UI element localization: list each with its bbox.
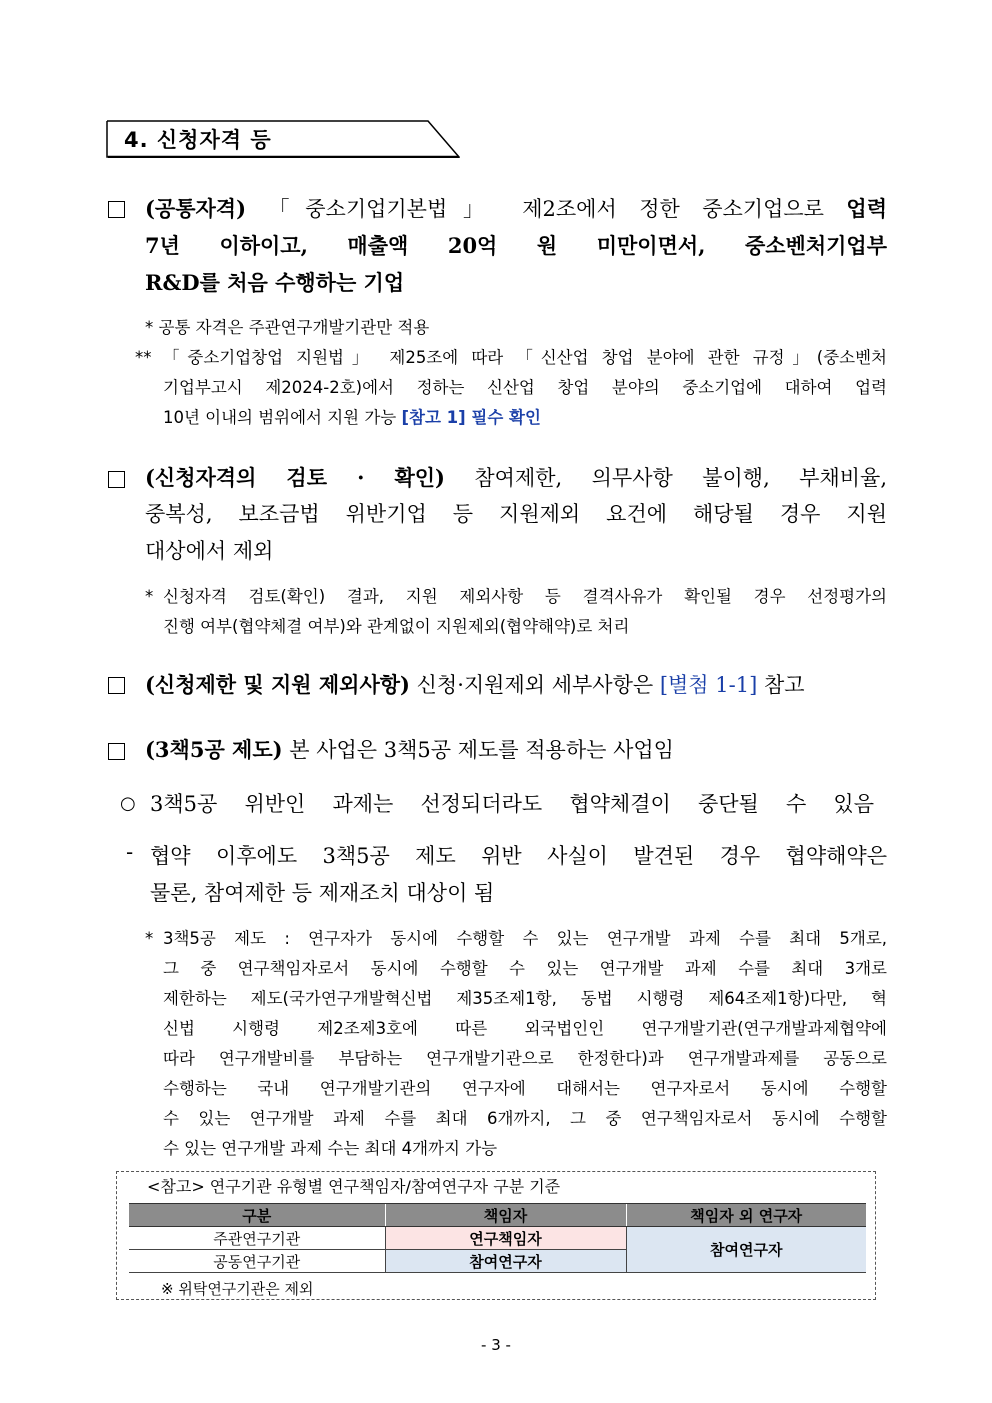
sec3-text: 신청·지원제외 세부사항은	[416, 673, 654, 697]
page-number: - 3 -	[481, 1336, 511, 1354]
sec3-line	[145, 666, 887, 704]
sec1-note2-l3-text: 10년 이내의 범위에서 지원 가능	[163, 408, 397, 427]
checkbox-square-4	[108, 743, 125, 760]
table-header-cell: 구분	[129, 1204, 385, 1227]
sec4-label: (3책5공 제도)	[145, 737, 283, 762]
sec4-note	[163, 924, 887, 1164]
sec2-line1	[145, 459, 887, 497]
section-heading	[106, 120, 460, 158]
sec4-note-line: 신법 시행령 제2조제3호에 따른 외국법인인 연구개발기관(연구개발과제협약에	[163, 1019, 887, 1038]
section-title: 4. 신청자격 등	[124, 128, 272, 152]
sec4-text: 본 사업은 3책5공 제도를 적용하는 사업임	[289, 738, 674, 762]
table-row	[129, 1227, 866, 1250]
table-header-row	[129, 1204, 866, 1227]
sec4-dash-l1: 협약 이후에도 3책5공 제도 위반 사실이 발견된 경우 협약해약은	[150, 844, 887, 868]
reference-link[interactable]: [참고 1] 필수 확인	[401, 408, 541, 427]
circle-bullet-icon: ○	[120, 793, 136, 814]
sec1-note1-text: 공통 자격은 주관연구개발기관만 적용	[158, 318, 430, 337]
sec1-label: (공통자격)	[145, 196, 247, 221]
table-header-cell: 책임자	[385, 1204, 626, 1227]
sec1-note2	[163, 343, 887, 433]
reference-footnote: ※ 위탁연구기관은 제외	[161, 1280, 314, 1298]
reference-title: <참고> 연구기관 유형별 연구책임자/참여연구자 구분 기준	[147, 1177, 561, 1196]
reference-table	[129, 1203, 866, 1273]
table-cell: 주관연구기관	[129, 1227, 385, 1250]
sec2-note	[163, 582, 887, 642]
sec4-dash-l2: 물론, 참여제한 등 제재조치 대상이 됨	[150, 881, 495, 905]
sec4-note-line: 제한하는 제도(국가연구개발혁신법 제35조제1항, 동법 시행령 제64조제1항)다만, 혁	[163, 989, 887, 1008]
sec2-line2: 중복성, 보조금법 위반기업 등 지원제외 요건에 해당될 경우 지원	[145, 502, 887, 526]
sec1-note2-l3	[163, 403, 887, 433]
sec2-line1-text: 참여제한, 의무사항 불이행, 부채비율,	[474, 466, 887, 490]
dash-bullet: -	[126, 840, 134, 864]
sec1-note1	[145, 313, 429, 343]
sec1-line1	[145, 190, 887, 228]
sec2-line3: 대상에서 제외	[145, 539, 274, 563]
checkbox-square-3	[108, 677, 125, 694]
sec4-line	[145, 731, 887, 769]
checkbox-square-1	[108, 201, 125, 218]
table-cell: 공동연구기관	[129, 1250, 385, 1273]
table-cell-lead-researcher: 연구책임자	[385, 1227, 626, 1250]
sec1-line3: R&D를 처음 수행하는 기업	[145, 270, 405, 295]
sec1-line2: 7년 이하이고, 매출액 20억 원 미만이면서, 중소벤처기업부	[145, 233, 887, 258]
note-star: *	[145, 318, 154, 337]
sec4-note-line: 3책5공 제도 : 연구자가 동시에 수행할 수 있는 연구개발 과제 수를 최대 5개로,	[163, 929, 887, 948]
sec4-note-line: 수 있는 연구개발 과제 수는 최대 4개까지 가능	[163, 1139, 498, 1158]
sec3-label: (신청제한 및 지원 제외사항)	[145, 672, 410, 697]
sec3-tail: 참고	[763, 673, 805, 697]
checkbox-square-2	[108, 471, 125, 488]
sec4-note-line: 수 있는 연구개발 과제 수를 최대 6개까지, 그 중 연구책임자로서 동시에 수행할	[163, 1109, 887, 1128]
sec4-note-line: 수행하는 국내 연구개발기관의 연구자에 대해서는 연구자로서 동시에 수행할	[163, 1079, 887, 1098]
sec1-note2-l2: 기업부고시 제2024-2호)에서 정하는 신산업 창업 분야의 중소기업에 대하여 업력	[163, 378, 887, 397]
sec1-line1-bold: 업력	[846, 196, 887, 221]
note-double-star: **	[135, 348, 152, 367]
sec2-note-l1: 신청자격 검토(확인) 결과, 지원 제외사항 등 결격사유가 확인될 경우 선정평가의	[163, 587, 887, 606]
table-cell-participant: 참여연구자	[385, 1250, 626, 1273]
sec4-note-line: 그 중 연구책임자로서 동시에 수행할 수 있는 연구개발 과제 수를 최대 3개로	[163, 959, 887, 978]
attachment-link[interactable]: [별첨 1-1]	[659, 673, 758, 697]
sec1-note2-l1: 「중소기업창업 지원법」 제25조에 따라 「신산업 창업 분야에 관한 규정」(중소벤처	[163, 348, 887, 367]
reference-box	[116, 1171, 876, 1300]
note-star: *	[145, 929, 154, 948]
note-star: *	[145, 587, 154, 606]
table-header-cell: 책임자 외 연구자	[626, 1204, 866, 1227]
sec4-circle-text: 3책5공 위반인 과제는 선정되더라도 협약체결이 중단될 수 있음	[150, 792, 874, 816]
table-cell-merged: 참여연구자	[626, 1227, 866, 1273]
sec4-note-line: 따라 연구개발비를 부담하는 연구개발기관으로 한정한다)과 연구개발과제를 공동으로	[163, 1049, 887, 1068]
sec2-label: (신청자격의 검토 · 확인)	[145, 465, 445, 490]
sec2-note-l2: 진행 여부(협약체결 여부)와 관계없이 지원제외(협약해약)로 처리	[163, 617, 630, 636]
sec1-line1-text: 「중소기업기본법」 제2조에서 정한 중소기업으로	[268, 197, 824, 221]
